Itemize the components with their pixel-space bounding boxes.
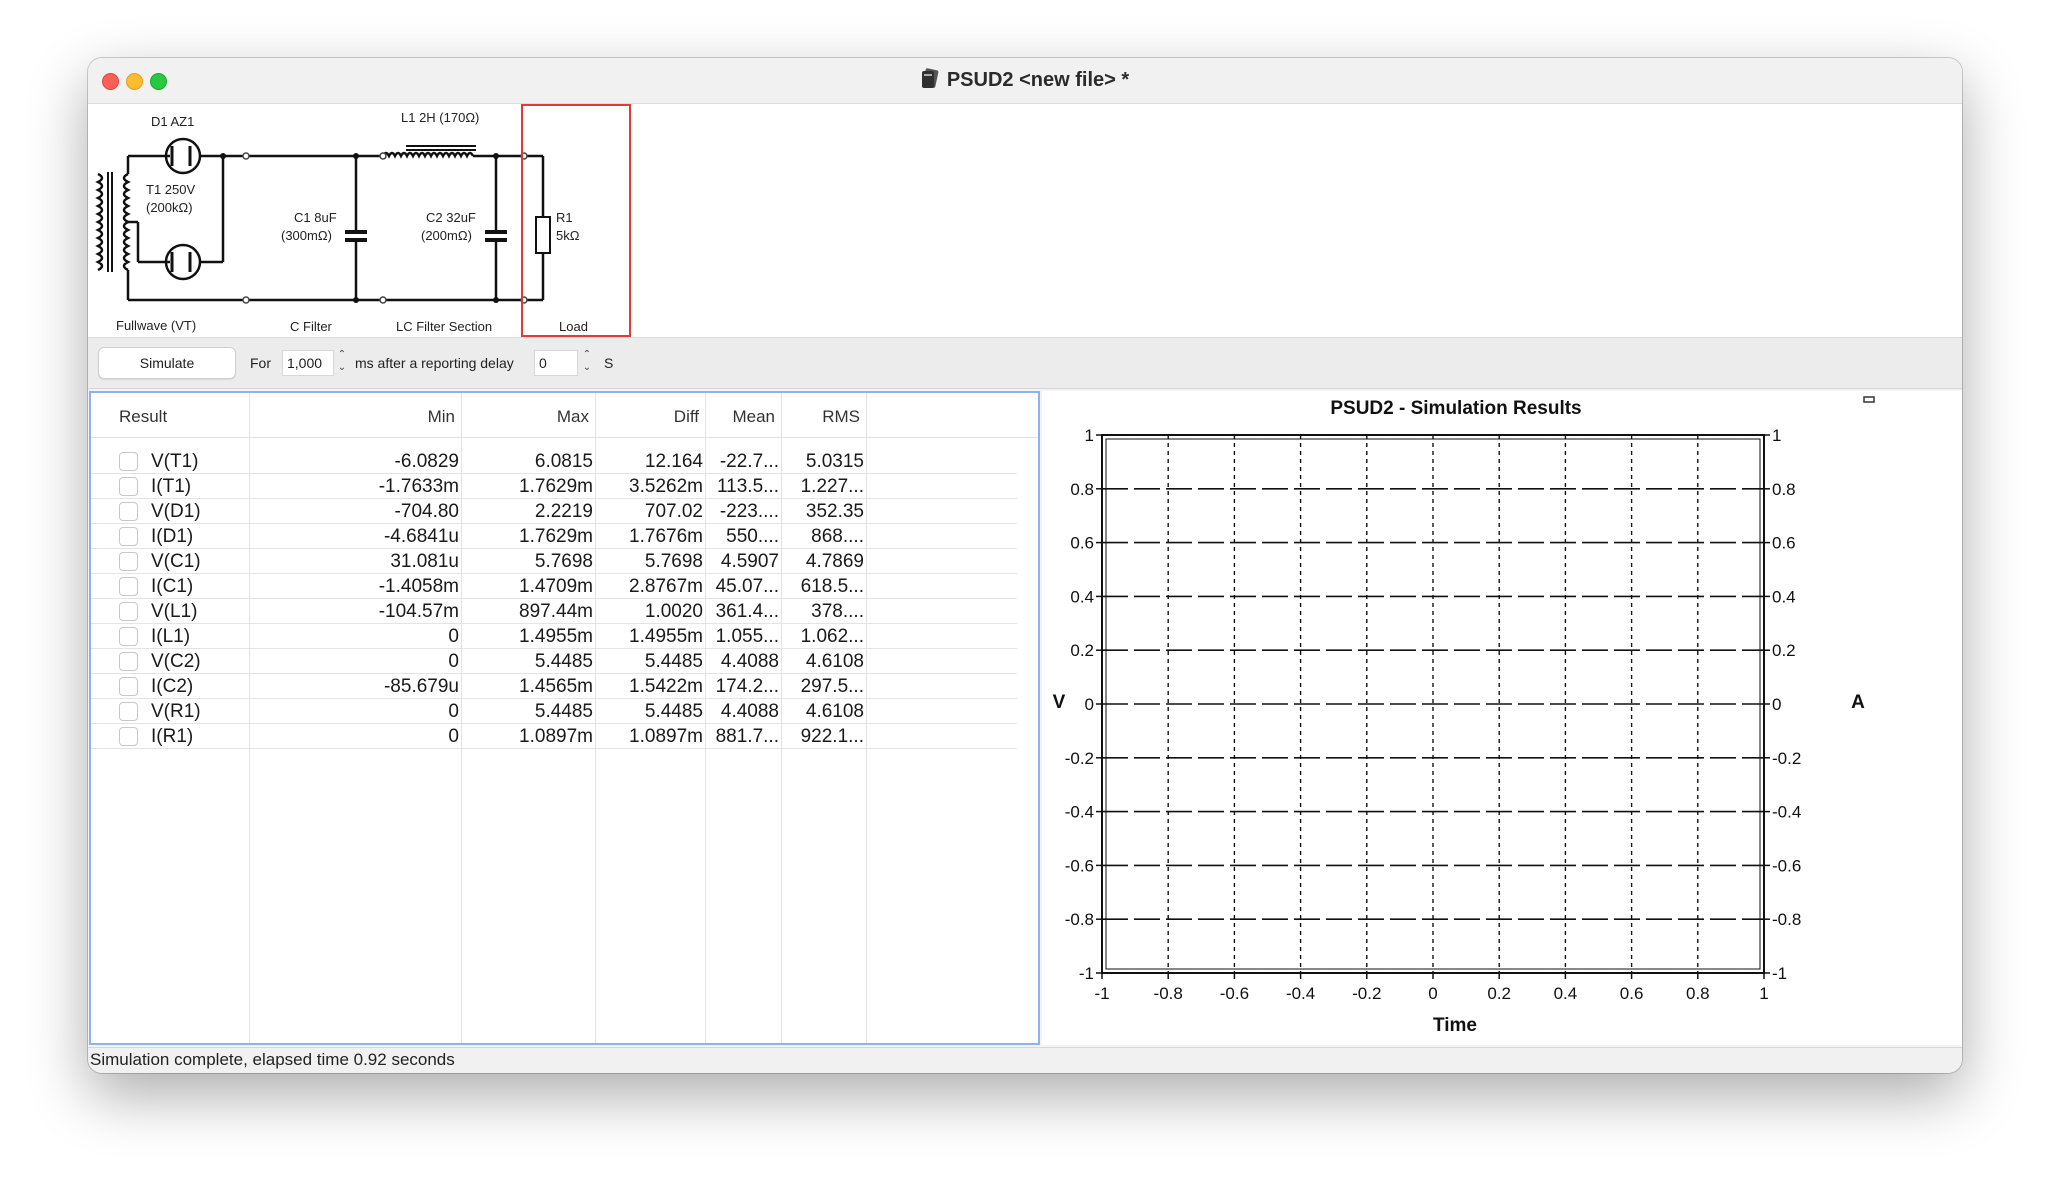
- app-window: [88, 58, 1962, 1073]
- cell-diff: 5.7698: [644, 551, 703, 572]
- resistor-r1[interactable]: [524, 156, 550, 300]
- y-tick-label-right: -0.4: [1772, 802, 1802, 822]
- cell-diff: 1.5422m: [629, 676, 703, 697]
- cell-min: -104.57m: [378, 601, 459, 622]
- table-row[interactable]: [91, 474, 1017, 499]
- cell-rms: 922.1...: [800, 726, 864, 747]
- cell-min: -85.679u: [383, 676, 459, 697]
- y-tick-label-right: -1: [1772, 964, 1788, 983]
- cell-diff: 707.02: [644, 501, 703, 522]
- cell-mean: 1.055...: [715, 626, 779, 647]
- y-tick-label-right: -0.2: [1772, 748, 1802, 768]
- y-tick-label-left: 0.6: [1070, 533, 1094, 553]
- row-checkbox[interactable]: [119, 477, 138, 496]
- load-section-box[interactable]: [522, 105, 630, 336]
- header-mean[interactable]: Mean: [732, 407, 775, 426]
- y-tick-label-left: 0.2: [1070, 641, 1094, 661]
- table-row[interactable]: [91, 624, 1017, 649]
- cell-rms: 5.0315: [805, 451, 864, 472]
- cell-diff: 5.4485: [644, 651, 703, 672]
- cell-rms: 4.6108: [805, 651, 864, 672]
- cell-rms: 618.5...: [800, 576, 864, 597]
- row-checkbox[interactable]: [119, 577, 138, 596]
- y-tick-label-right: 0: [1772, 695, 1782, 714]
- cell-min: -704.80: [394, 501, 459, 522]
- row-checkbox[interactable]: [119, 502, 138, 521]
- cell-min: 0: [448, 701, 459, 722]
- cell-max: 1.4565m: [519, 676, 593, 697]
- y-axis-label-right: A: [1851, 692, 1865, 713]
- cell-rms: 378....: [811, 601, 864, 622]
- result-name: V(T1): [151, 451, 199, 472]
- duration-field[interactable]: 1,000: [282, 350, 334, 376]
- result-name: V(L1): [151, 601, 198, 622]
- row-checkbox[interactable]: [119, 552, 138, 571]
- table-row[interactable]: [91, 724, 1017, 749]
- y-tick-label-right: 0.2: [1772, 641, 1796, 661]
- cell-diff: 3.5262m: [629, 476, 703, 497]
- x-tick-label: -0.4: [1285, 984, 1316, 1003]
- r1-label-line1: R1: [556, 210, 573, 225]
- cell-diff: 1.0020: [644, 601, 703, 622]
- x-tick-label: 0.6: [1619, 984, 1644, 1003]
- simulation-plot[interactable]: [1042, 391, 1962, 1045]
- y-tick-label-right: 1: [1772, 426, 1782, 445]
- inductor-l1[interactable]: [383, 146, 476, 156]
- d1-label: D1 AZ1: [151, 114, 195, 129]
- x-tick-label: 0.4: [1553, 984, 1578, 1003]
- cell-mean: 4.4088: [720, 651, 779, 672]
- cell-min: 0: [448, 651, 459, 672]
- cell-rms: 1.062...: [800, 626, 864, 647]
- diode-d1-bottom[interactable]: [138, 222, 223, 279]
- cell-rms: 868....: [811, 526, 864, 547]
- cell-min: -1.4058m: [378, 576, 459, 597]
- cell-max: 1.7629m: [519, 476, 593, 497]
- simulate-button[interactable]: Simulate: [98, 347, 236, 379]
- cell-min: 0: [448, 726, 459, 747]
- result-name: I(T1): [151, 476, 192, 497]
- y-axis-label-left: V: [1052, 692, 1066, 713]
- table-row[interactable]: [91, 649, 1017, 674]
- cell-max: 1.0897m: [519, 726, 593, 747]
- y-tick-label-right: -0.6: [1772, 856, 1802, 876]
- c1-label-line1: C1 8uF: [294, 210, 337, 225]
- y-tick-label-left: 0: [1084, 695, 1094, 714]
- c1-label-line2: (300mΩ): [281, 228, 332, 243]
- row-checkbox[interactable]: [119, 727, 138, 746]
- result-name: I(L1): [151, 626, 191, 647]
- x-tick-label: -0.8: [1153, 984, 1183, 1003]
- window-title-area: [88, 68, 1962, 92]
- cell-min: -1.7633m: [378, 476, 459, 497]
- l1-label: L1 2H (170Ω): [401, 110, 480, 125]
- x-tick-label: 1: [1759, 984, 1769, 1003]
- cell-mean: 881.7...: [715, 726, 779, 747]
- x-axis-label: Time: [1432, 1015, 1478, 1036]
- cell-mean: 113.5...: [717, 476, 779, 497]
- cell-mean: 4.5907: [720, 551, 779, 572]
- c2-label-line1: C2 32uF: [426, 210, 476, 225]
- cell-rms: 352.35: [805, 501, 864, 522]
- table-row[interactable]: [91, 574, 1017, 599]
- row-checkbox[interactable]: [119, 602, 138, 621]
- capacitor-c1[interactable]: [345, 156, 367, 300]
- r1-label-line2: 5kΩ: [556, 228, 580, 243]
- cell-mean: 174.2...: [715, 676, 779, 697]
- header-result[interactable]: Result: [119, 407, 168, 426]
- table-row[interactable]: [91, 499, 1017, 524]
- row-checkbox[interactable]: [119, 452, 138, 471]
- plot-menu-icon[interactable]: [1864, 397, 1874, 402]
- delay-stepper[interactable]: ⌃ ⌄: [582, 349, 592, 373]
- row-checkbox[interactable]: [119, 527, 138, 546]
- cell-diff: 12.164: [644, 451, 703, 472]
- cell-diff: 5.4485: [644, 701, 703, 722]
- result-name: I(C1): [151, 576, 194, 597]
- cell-max: 1.4955m: [519, 626, 593, 647]
- reporting-delay-field[interactable]: 0: [534, 350, 578, 376]
- window-title: PSUD2 <new file> *: [946, 69, 1130, 91]
- cell-rms: 297.5...: [800, 676, 864, 697]
- result-name: V(D1): [151, 501, 201, 522]
- x-tick-label: -0.6: [1219, 984, 1250, 1003]
- duration-units-label: ms after a reporting delay: [355, 355, 514, 371]
- cell-diff: 1.7676m: [629, 526, 703, 547]
- table-row[interactable]: [91, 449, 1017, 474]
- y-tick-label-left: -0.2: [1064, 748, 1094, 768]
- cell-max: 1.4709m: [519, 576, 593, 597]
- table-row[interactable]: [91, 549, 1017, 574]
- table-row[interactable]: [91, 599, 1017, 624]
- header-max[interactable]: Max: [556, 407, 589, 426]
- x-tick-label: 0.2: [1487, 984, 1512, 1003]
- y-tick-label-left: 0.4: [1070, 587, 1094, 607]
- cell-rms: 4.7869: [805, 551, 864, 572]
- x-tick-label: 0.8: [1685, 984, 1710, 1003]
- y-tick-label-left: 1: [1084, 426, 1094, 445]
- header-min[interactable]: Min: [427, 407, 455, 426]
- y-tick-label-left: 0.8: [1070, 479, 1094, 499]
- result-name: I(D1): [151, 526, 194, 547]
- y-tick-label-left: -0.6: [1064, 856, 1094, 876]
- status-bar: Simulation complete, elapsed time 0.92 seconds: [88, 1047, 1962, 1073]
- document-icon: [921, 68, 939, 90]
- section-label-load: Load: [559, 319, 588, 334]
- cell-mean: 550....: [726, 526, 779, 547]
- c2-label-line2: (200mΩ): [421, 228, 472, 243]
- cell-min: -6.0829: [394, 451, 459, 472]
- cell-max: 897.44m: [519, 601, 593, 622]
- cell-mean: -22.7...: [719, 451, 779, 472]
- cell-mean: 4.4088: [720, 701, 779, 722]
- cell-diff: 2.8767m: [629, 576, 703, 597]
- table-row[interactable]: [91, 524, 1017, 549]
- y-tick-label-right: -0.8: [1772, 910, 1802, 930]
- row-checkbox[interactable]: [119, 627, 138, 646]
- x-tick-label: 0: [1428, 984, 1438, 1003]
- for-label: For: [250, 355, 271, 371]
- cell-max: 5.4485: [534, 701, 593, 722]
- diode-d1-top[interactable]: [156, 139, 223, 173]
- table-row[interactable]: [91, 699, 1017, 724]
- cell-max: 5.4485: [534, 651, 593, 672]
- cell-diff: 1.4955m: [629, 626, 703, 647]
- cell-min: 0: [448, 626, 459, 647]
- cell-max: 2.2219: [534, 501, 593, 522]
- result-name: V(C2): [151, 651, 201, 672]
- plot-title: PSUD2 - Simulation Results: [1330, 398, 1582, 419]
- result-name: I(C2): [151, 676, 194, 697]
- title-bar: [88, 58, 1962, 104]
- section-label-c-filter: C Filter: [290, 319, 332, 334]
- cell-max: 1.7629m: [519, 526, 593, 547]
- cell-mean: -223....: [719, 501, 779, 522]
- row-checkbox[interactable]: [119, 702, 138, 721]
- cell-rms: 4.6108: [805, 701, 864, 722]
- row-checkbox[interactable]: [119, 677, 138, 696]
- simulation-toolbar: [88, 337, 1962, 389]
- cell-mean: 361.4...: [715, 601, 779, 622]
- y-tick-label-right: 0.6: [1772, 533, 1796, 553]
- x-tick-label: -0.2: [1352, 984, 1382, 1003]
- result-name: I(R1): [151, 726, 194, 747]
- table-row[interactable]: [91, 674, 1017, 699]
- y-tick-label-left: -1: [1078, 964, 1094, 983]
- cell-diff: 1.0897m: [629, 726, 703, 747]
- y-tick-label-right: 0.8: [1772, 479, 1796, 499]
- cell-rms: 1.227...: [800, 476, 864, 497]
- cell-min: -4.6841u: [383, 526, 459, 547]
- header-diff[interactable]: Diff: [673, 407, 699, 426]
- cell-max: 6.0815: [534, 451, 593, 472]
- circuit-schematic[interactable]: [88, 104, 1962, 337]
- cell-mean: 45.07...: [715, 576, 779, 597]
- section-label-lc-filter: LC Filter Section: [396, 319, 493, 334]
- capacitor-c2[interactable]: [485, 156, 507, 300]
- y-tick-label-left: -0.4: [1064, 802, 1094, 822]
- header-rms[interactable]: RMS: [822, 407, 860, 426]
- y-tick-label-left: -0.8: [1064, 910, 1094, 930]
- cell-min: 31.081u: [390, 551, 459, 572]
- cell-max: 5.7698: [534, 551, 593, 572]
- t1-label-line2: (200kΩ): [146, 200, 193, 215]
- t1-label-line1: T1 250V: [146, 182, 196, 197]
- row-checkbox[interactable]: [119, 652, 138, 671]
- result-name: V(R1): [151, 701, 201, 722]
- results-table[interactable]: [89, 391, 1040, 1045]
- delay-units-label: S: [604, 355, 614, 371]
- duration-stepper[interactable]: ⌃ ⌄: [337, 349, 347, 373]
- y-tick-label-right: 0.4: [1772, 587, 1796, 607]
- result-name: V(C1): [151, 551, 201, 572]
- section-label-fullwave: Fullwave (VT): [116, 318, 197, 333]
- x-tick-label: -1: [1094, 984, 1110, 1003]
